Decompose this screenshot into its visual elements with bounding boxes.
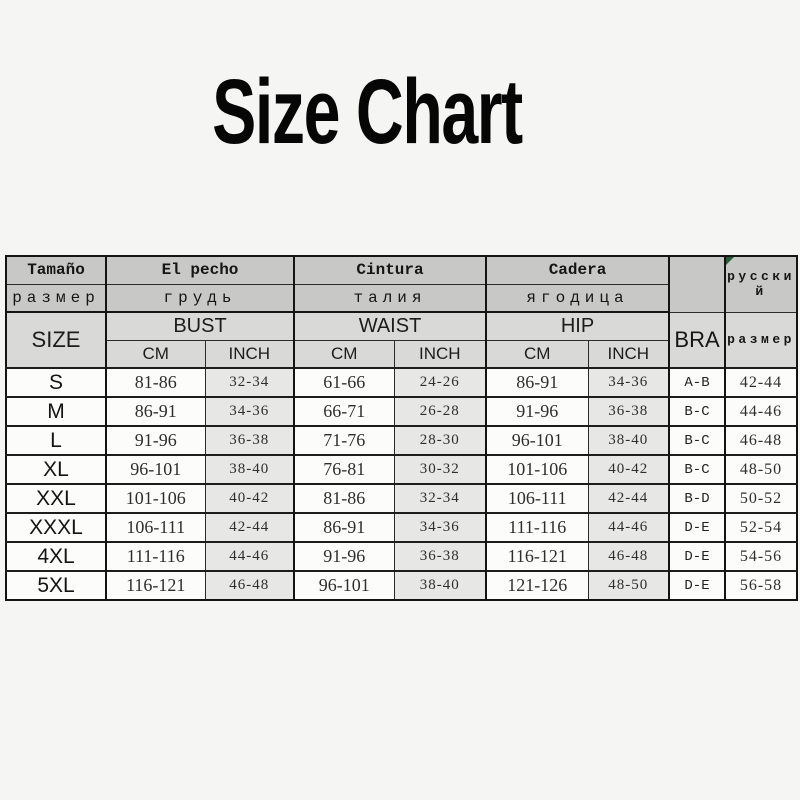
table-row-xxl [6,484,797,513]
bust-cm-value: 81-86 [106,368,205,397]
table-row-xxxl [6,513,797,542]
ru-size-value: 44-46 [725,397,797,426]
header-size-ru: размер [6,284,106,312]
waist-cm-value: 91-96 [294,542,394,571]
header-hip-en: HIP [486,312,669,340]
table-row-m [6,397,797,426]
table-row-4xl [6,542,797,571]
bra-value: D-E [669,542,725,571]
header-russian-col-label [725,256,797,312]
hip-inch-value: 48-50 [588,571,669,600]
ru-size-value: 56-58 [725,571,797,600]
spreadsheet-corner-flag [726,257,734,265]
hip-cm-value: 91-96 [486,397,588,426]
bust-cm-value: 106-111 [106,513,205,542]
header-bust-ru: грудь [106,284,294,312]
bust-cm-value: 111-116 [106,542,205,571]
ru-size-value: 48-50 [725,455,797,484]
size-value: S [6,368,106,397]
ru-size-value: 52-54 [725,513,797,542]
hip-cm-value: 101-106 [486,455,588,484]
hip-cm-value: 116-121 [486,542,588,571]
bust-inch-value: 44-46 [205,542,294,571]
header-hip-ru: ягодица [486,284,669,312]
bust-cm-value: 116-121 [106,571,205,600]
header-waist-en: WAIST [294,312,486,340]
bust-inch-value: 42-44 [205,513,294,542]
bra-value: A-B [669,368,725,397]
header-bust-en: BUST [106,312,294,340]
header-size-en: SIZE [6,312,106,368]
hip-inch-value: 36-38 [588,397,669,426]
size-value: XXXL [6,513,106,542]
bust-cm-value: 86-91 [106,397,205,426]
header-russian-size-label: размер [725,312,797,368]
hip-cm-value: 106-111 [486,484,588,513]
waist-cm-value: 96-101 [294,571,394,600]
bra-value: D-E [669,513,725,542]
waist-cm-value: 71-76 [294,426,394,455]
header-bust-es: El pecho [106,256,294,284]
header-bust-cm: CM [106,340,205,368]
hip-cm-value: 121-126 [486,571,588,600]
header-bust-inch: INCH [205,340,294,368]
hip-inch-value: 34-36 [588,368,669,397]
bra-value: B-D [669,484,725,513]
ru-size-value: 46-48 [725,426,797,455]
header-waist-es: Cintura [294,256,486,284]
waist-cm-value: 61-66 [294,368,394,397]
bust-inch-value: 34-36 [205,397,294,426]
header-hip-es: Cadera [486,256,669,284]
header-bra: BRA [669,312,725,368]
waist-cm-value: 86-91 [294,513,394,542]
waist-cm-value: 76-81 [294,455,394,484]
bra-value: B-C [669,397,725,426]
waist-inch-value: 34-36 [394,513,486,542]
page-title-text: Size Chart [212,61,522,163]
header-hip-inch: INCH [588,340,669,368]
waist-inch-value: 36-38 [394,542,486,571]
header-waist-cm: CM [294,340,394,368]
table-row-5xl [6,571,797,600]
bust-inch-value: 46-48 [205,571,294,600]
ru-size-value: 50-52 [725,484,797,513]
size-value: L [6,426,106,455]
size-value: XXL [6,484,106,513]
header-russian-col-text: русский [727,268,795,300]
waist-cm-value: 81-86 [294,484,394,513]
waist-inch-value: 28-30 [394,426,486,455]
bra-value: B-C [669,426,725,455]
bust-inch-value: 40-42 [205,484,294,513]
bust-inch-value: 32-34 [205,368,294,397]
header-row-spanish [6,256,797,284]
bust-cm-value: 101-106 [106,484,205,513]
bust-cm-value: 96-101 [106,455,205,484]
size-value: 5XL [6,571,106,600]
size-value: XL [6,455,106,484]
ru-size-value: 42-44 [725,368,797,397]
hip-inch-value: 44-46 [588,513,669,542]
bra-value: D-E [669,571,725,600]
hip-inch-value: 38-40 [588,426,669,455]
bra-value: B-C [669,455,725,484]
hip-inch-value: 40-42 [588,455,669,484]
waist-inch-value: 26-28 [394,397,486,426]
size-chart-table [5,255,798,601]
hip-cm-value: 96-101 [486,426,588,455]
header-waist-inch: INCH [394,340,486,368]
hip-cm-value: 86-91 [486,368,588,397]
table-row-xl [6,455,797,484]
bust-cm-value: 91-96 [106,426,205,455]
hip-inch-value: 46-48 [588,542,669,571]
bust-inch-value: 38-40 [205,455,294,484]
table-row-l [6,426,797,455]
page-title [0,61,800,163]
bust-inch-value: 36-38 [205,426,294,455]
waist-inch-value: 38-40 [394,571,486,600]
header-row-english [6,312,797,340]
hip-inch-value: 42-44 [588,484,669,513]
size-value: 4XL [6,542,106,571]
header-bra-empty-cell [669,256,725,312]
waist-inch-value: 32-34 [394,484,486,513]
size-value: M [6,397,106,426]
waist-inch-value: 24-26 [394,368,486,397]
header-hip-cm: CM [486,340,588,368]
ru-size-value: 54-56 [725,542,797,571]
waist-inch-value: 30-32 [394,455,486,484]
header-waist-ru: талия [294,284,486,312]
header-size-es: Tamaño [6,256,106,284]
table-row-s [6,368,797,397]
hip-cm-value: 111-116 [486,513,588,542]
waist-cm-value: 66-71 [294,397,394,426]
